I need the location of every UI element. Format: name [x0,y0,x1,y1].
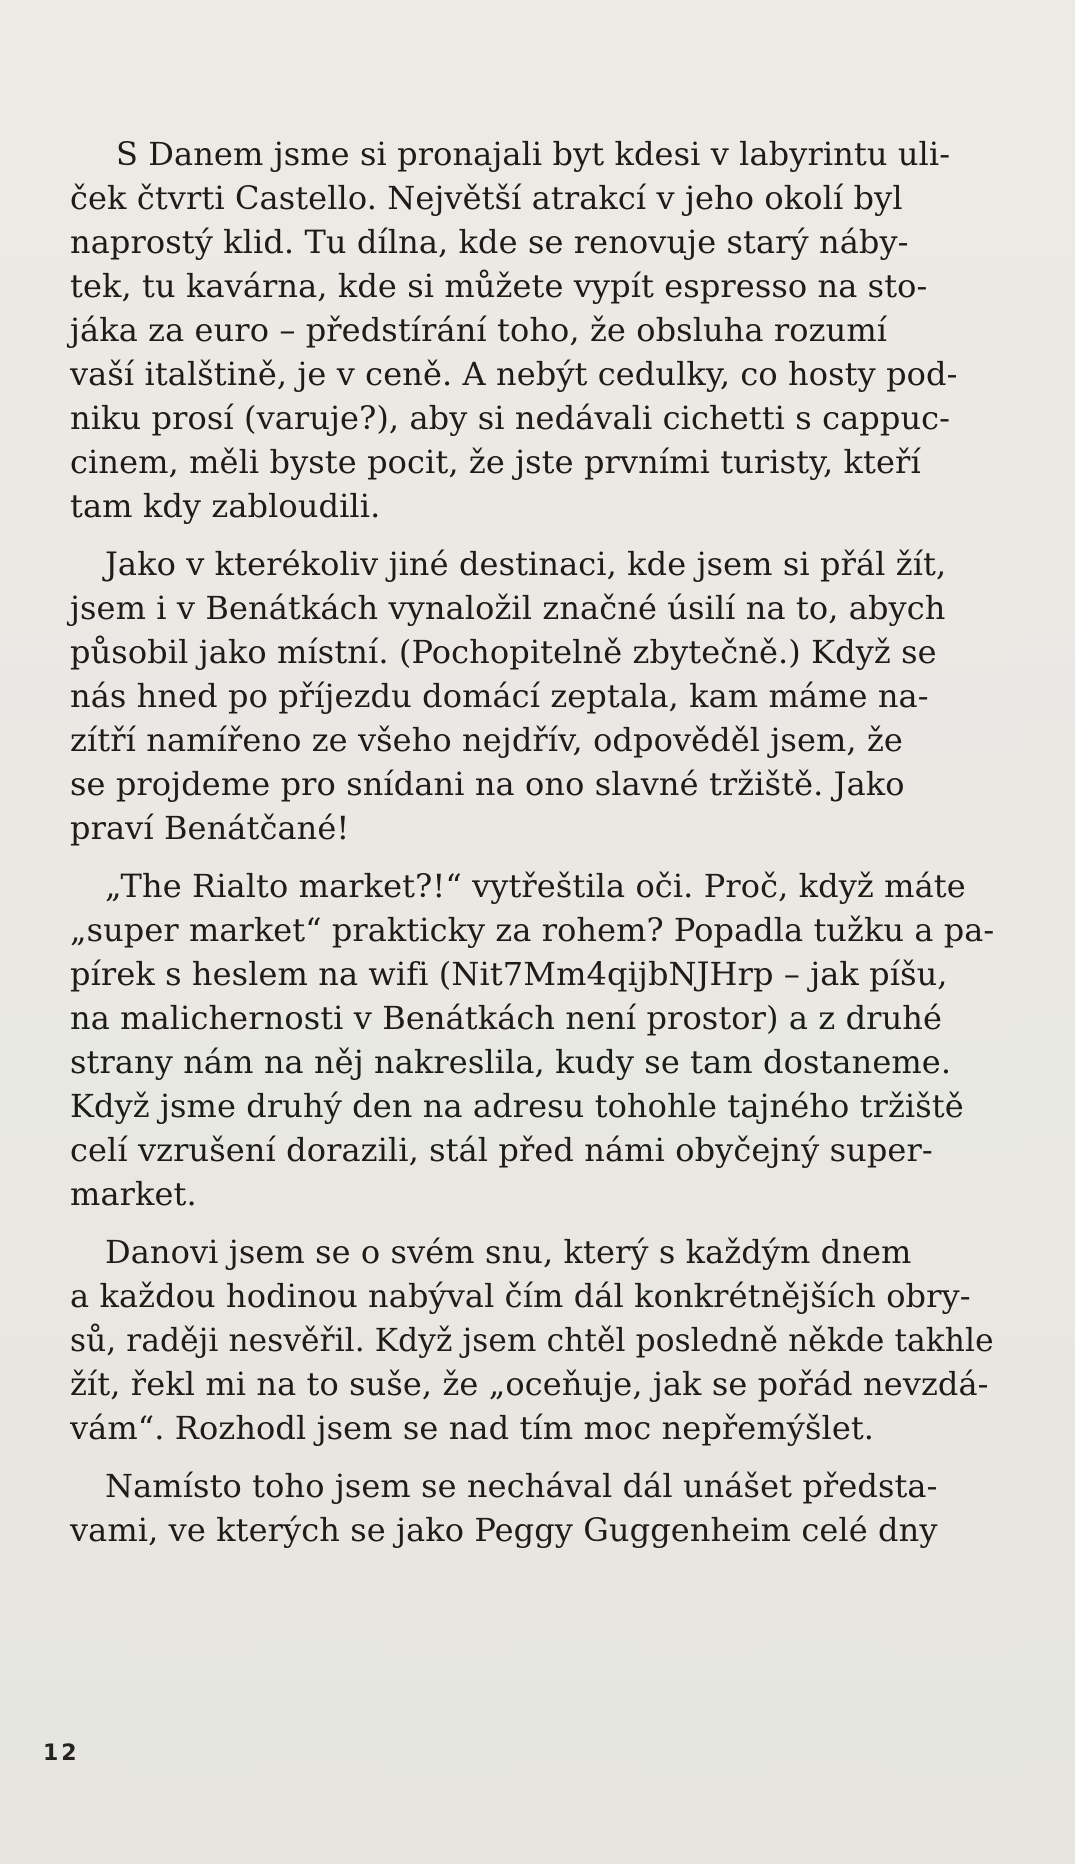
text-line: cinem, měli byste pocit, že jste prvními turisty, kteří [70,443,921,481]
text-line: jsem i v Benátkách vynaložil značné úsilí na to, abych [70,589,946,627]
text-line: tam kdy zabloudili. [70,487,381,525]
text-line: Danovi jsem se o svém snu, který s každým dnem [105,1233,912,1271]
text-line: působil jako místní. (Pochopitelně zbytečně.) Když se [70,633,937,671]
text-line: ček čtvrti Castello. Největší atrakcí v jeho okolí byl [70,179,903,217]
text-line: zítří namířeno ze všeho nejdřív, odpověděl jsem, že [70,721,903,759]
text-line: žít, řekl mi na to suše, že „oceňuje, jak se pořád nevzdá- [70,1365,989,1403]
text-line: jáka za euro – předstírání toho, že obsluha rozumí [70,311,888,349]
text-line: Když jsme druhý den na adresu tohohle tajného tržiště [70,1087,964,1125]
text-line: celí vzrušení dorazili, stál před námi obyčejný super- [70,1131,933,1169]
text-line: nás hned po příjezdu domácí zeptala, kam máme na- [70,677,929,715]
text-line: pírek s heslem na wifi (Nit7Mm4qijbNJHrp – jak píšu, [70,955,948,993]
text-line: praví Benátčané! [70,809,350,847]
text-line: strany nám na něj nakreslila, kudy se tam dostaneme. [70,1043,952,1081]
text-line: sů, raději nesvěřil. Když jsem chtěl posledně někde takhle [70,1321,994,1359]
text-line: se projdeme pro snídani na ono slavné tržiště. Jako [70,765,905,803]
text-line: naprostý klid. Tu dílna, kde se renovuje starý náby- [70,223,909,261]
text-line: vám“. Rozhodl jsem se nad tím moc nepřemýšlet. [70,1409,875,1447]
text-line: vaší italštině, je v ceně. A nebýt cedulky, co hosty pod- [70,355,958,393]
text-line: a každou hodinou nabýval čím dál konkrétnějších obry- [70,1277,971,1315]
text-line: Jako v kterékoliv jiné destinaci, kde jsem si přál žít, [105,545,947,583]
text-line: na malichernosti v Benátkách není prostor) a z druhé [70,999,943,1037]
text-line: „The Rialto market?!“ vytřeštila oči. Proč, když máte [105,867,966,905]
text-line: market. [70,1175,197,1213]
page-number: 12 [43,1741,80,1766]
text-line: Namísto toho jsem se nechával dál unášet předsta- [105,1467,938,1505]
text-line: niku prosí (varuje?), aby si nedávali cichetti s cappuc- [70,399,951,437]
text-line: „super market“ prakticky za rohem? Popadla tužku a pa- [70,911,995,949]
text-line: vami, ve kterých se jako Peggy Guggenheim celé dny [70,1511,938,1549]
text-line: S Danem jsme si pronajali byt kdesi v labyrintu uli- [116,135,951,173]
text-line: tek, tu kavárna, kde si můžete vypít espresso na sto- [70,267,928,305]
